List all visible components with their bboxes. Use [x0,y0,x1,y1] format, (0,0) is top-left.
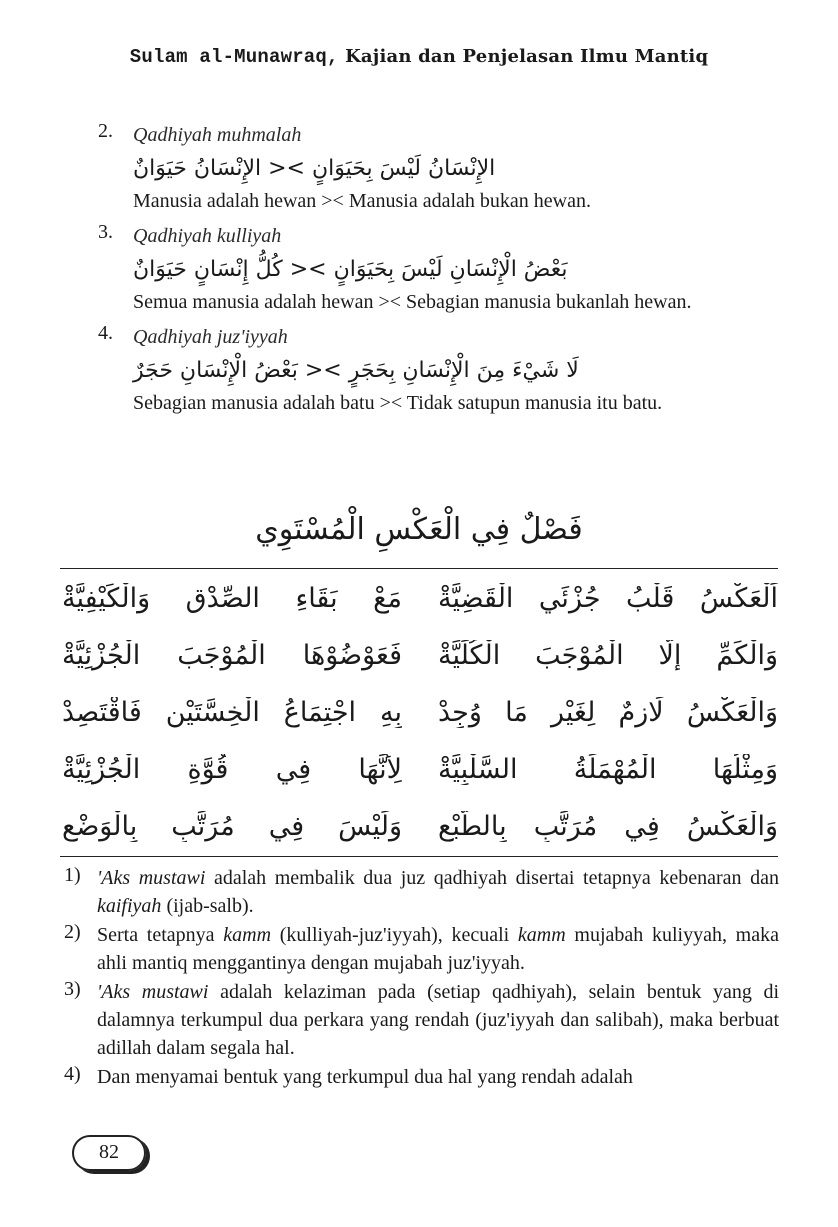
arabic-example: لَا شَيْءَ مِنَ الْإِنْسَانِ بِحَجَرٍ >< بَعْضُ الْإِنْسَانِ حَجَرٌ [133,358,579,383]
verse-row [62,798,778,855]
note-term: 'Aks mustawi [97,981,209,1003]
page-number: 82 [99,1141,119,1163]
header-book-title: Sulam al-Munawraq, [129,46,339,68]
verse-row [62,684,778,741]
note-item [64,978,779,1062]
verse-row [62,627,778,684]
verse-second-hemistich: فَعَوْضُوْهَا الْمُوْجَبَ الْجُزْئِيَّةْ [62,640,402,671]
list-item [98,120,778,215]
verse-second-hemistich: مَعْ بَقَاءِ الصِّدْقِ وَالْكَيْفِيَّةْ [62,583,402,614]
section-title: فَصْلٌ فِي الْعَكْسِ الْمُسْتَوِي [255,512,583,547]
note-text [97,978,779,1062]
note-number: 1) [64,864,81,886]
note-item [64,1063,779,1091]
note-text [97,1063,779,1091]
list-number: 4. [98,322,113,344]
note-run: (ijab-salb). [161,895,254,917]
term-label: Qadhiyah juz'iyyah [133,326,288,348]
verse-first-hemistich: وَمِثْلُهَا الْمُهْمَلَةُ السَّلْبِيَّةْ [438,754,778,785]
arabic-example: الإِنْسَانُ لَيْسَ بِحَيَوَانٍ >< الإِنْسَانُ حَيَوَانٌ [133,156,496,181]
verse-row [62,741,778,798]
verse-second-hemistich: لِأَنَّهَا فِي قُوَّةِ الْجُزْئِيَّةْ [62,754,402,785]
poem-top-divider [60,568,778,569]
verse-first-hemistich: وَالْعَكْسُ فِي مُرَتَّبٍ بِالطَّبْعِ [438,811,778,842]
verse-first-hemistich: وَالْكَمِّ إِلَّا الْمُوْجَبَ الْكُلِّيَّةْ [438,640,778,671]
notes-list [64,864,779,1092]
verse-second-hemistich: بِهِ اجْتِمَاعُ الْخِسَّتَيْنِ فَاقْتَصِدْ [62,697,402,728]
term-label: Qadhiyah muhmalah [133,124,302,146]
note-term: 'Aks mustawi [97,867,206,889]
note-term: kaifiyah [97,895,162,917]
note-item [64,864,779,920]
list-number: 2. [98,120,113,142]
note-term: kamm [517,924,566,946]
translation-text: Sebagian manusia adalah batu >< Tidak satupun manusia itu batu. [133,392,663,414]
note-text [97,864,779,920]
note-run: mujabah kuliyyah, maka ahli mantiq menggantinya dengan mujabah juz'iyyah. [97,924,779,974]
note-run: (kulliyah-juz'iyyah), kecuali [271,924,518,946]
verse-first-hemistich: وَالْعَكْسُ لَازِمٌ لِغَيْرِ مَا وُجِدْ [438,697,778,728]
page-number-badge [72,1135,146,1171]
poem-bottom-divider [60,856,778,857]
note-term: kamm [223,924,272,946]
verse-first-hemistich: اَلْعَكْسُ قَلْبُ جُزْئَيِ الْقَضِيَّةْ [438,583,778,614]
note-run: adalah membalik dua juz qadhiyah disertai tetapnya kebenaran dan [205,867,779,889]
poem-verses [62,570,778,855]
proposition-list [98,120,778,423]
list-item [98,221,778,316]
note-run: adalah kelaziman pada (setiap qadhiyah), selain bentuk yang di dalamnya terkumpul dua perkara yang rendah (juz'iyyah dan salibah), maka berbuat adillah dalam segala hal. [97,981,779,1059]
verse-row [62,570,778,627]
list-number: 3. [98,221,113,243]
verse-second-hemistich: وَلَيْسَ فِي مُرَتَّبٍ بِالْوَضْعِ [62,811,402,842]
note-text [97,921,779,977]
note-number: 3) [64,978,81,1000]
note-run: Serta tetapnya [97,924,224,946]
term-label: Qadhiyah kulliyah [133,225,282,247]
translation-text: Manusia adalah hewan >< Manusia adalah bukan hewan. [133,190,591,212]
arabic-example: بَعْضُ الْإِنْسَانِ لَيْسَ بِحَيَوَانٍ >< كُلُّ إِنْسَانٍ حَيَوَانٌ [133,257,568,282]
note-number: 2) [64,921,81,943]
note-run: Dan menyamai bentuk yang terkumpul dua hal yang rendah adalah [97,1066,633,1088]
header-subtitle: Kajian dan Penjelasan Ilmu Mantiq [338,46,709,67]
list-item [98,322,778,417]
note-number: 4) [64,1063,81,1085]
translation-text: Semua manusia adalah hewan >< Sebagian manusia bukanlah hewan. [133,291,692,313]
note-item [64,921,779,977]
running-header [0,46,838,68]
